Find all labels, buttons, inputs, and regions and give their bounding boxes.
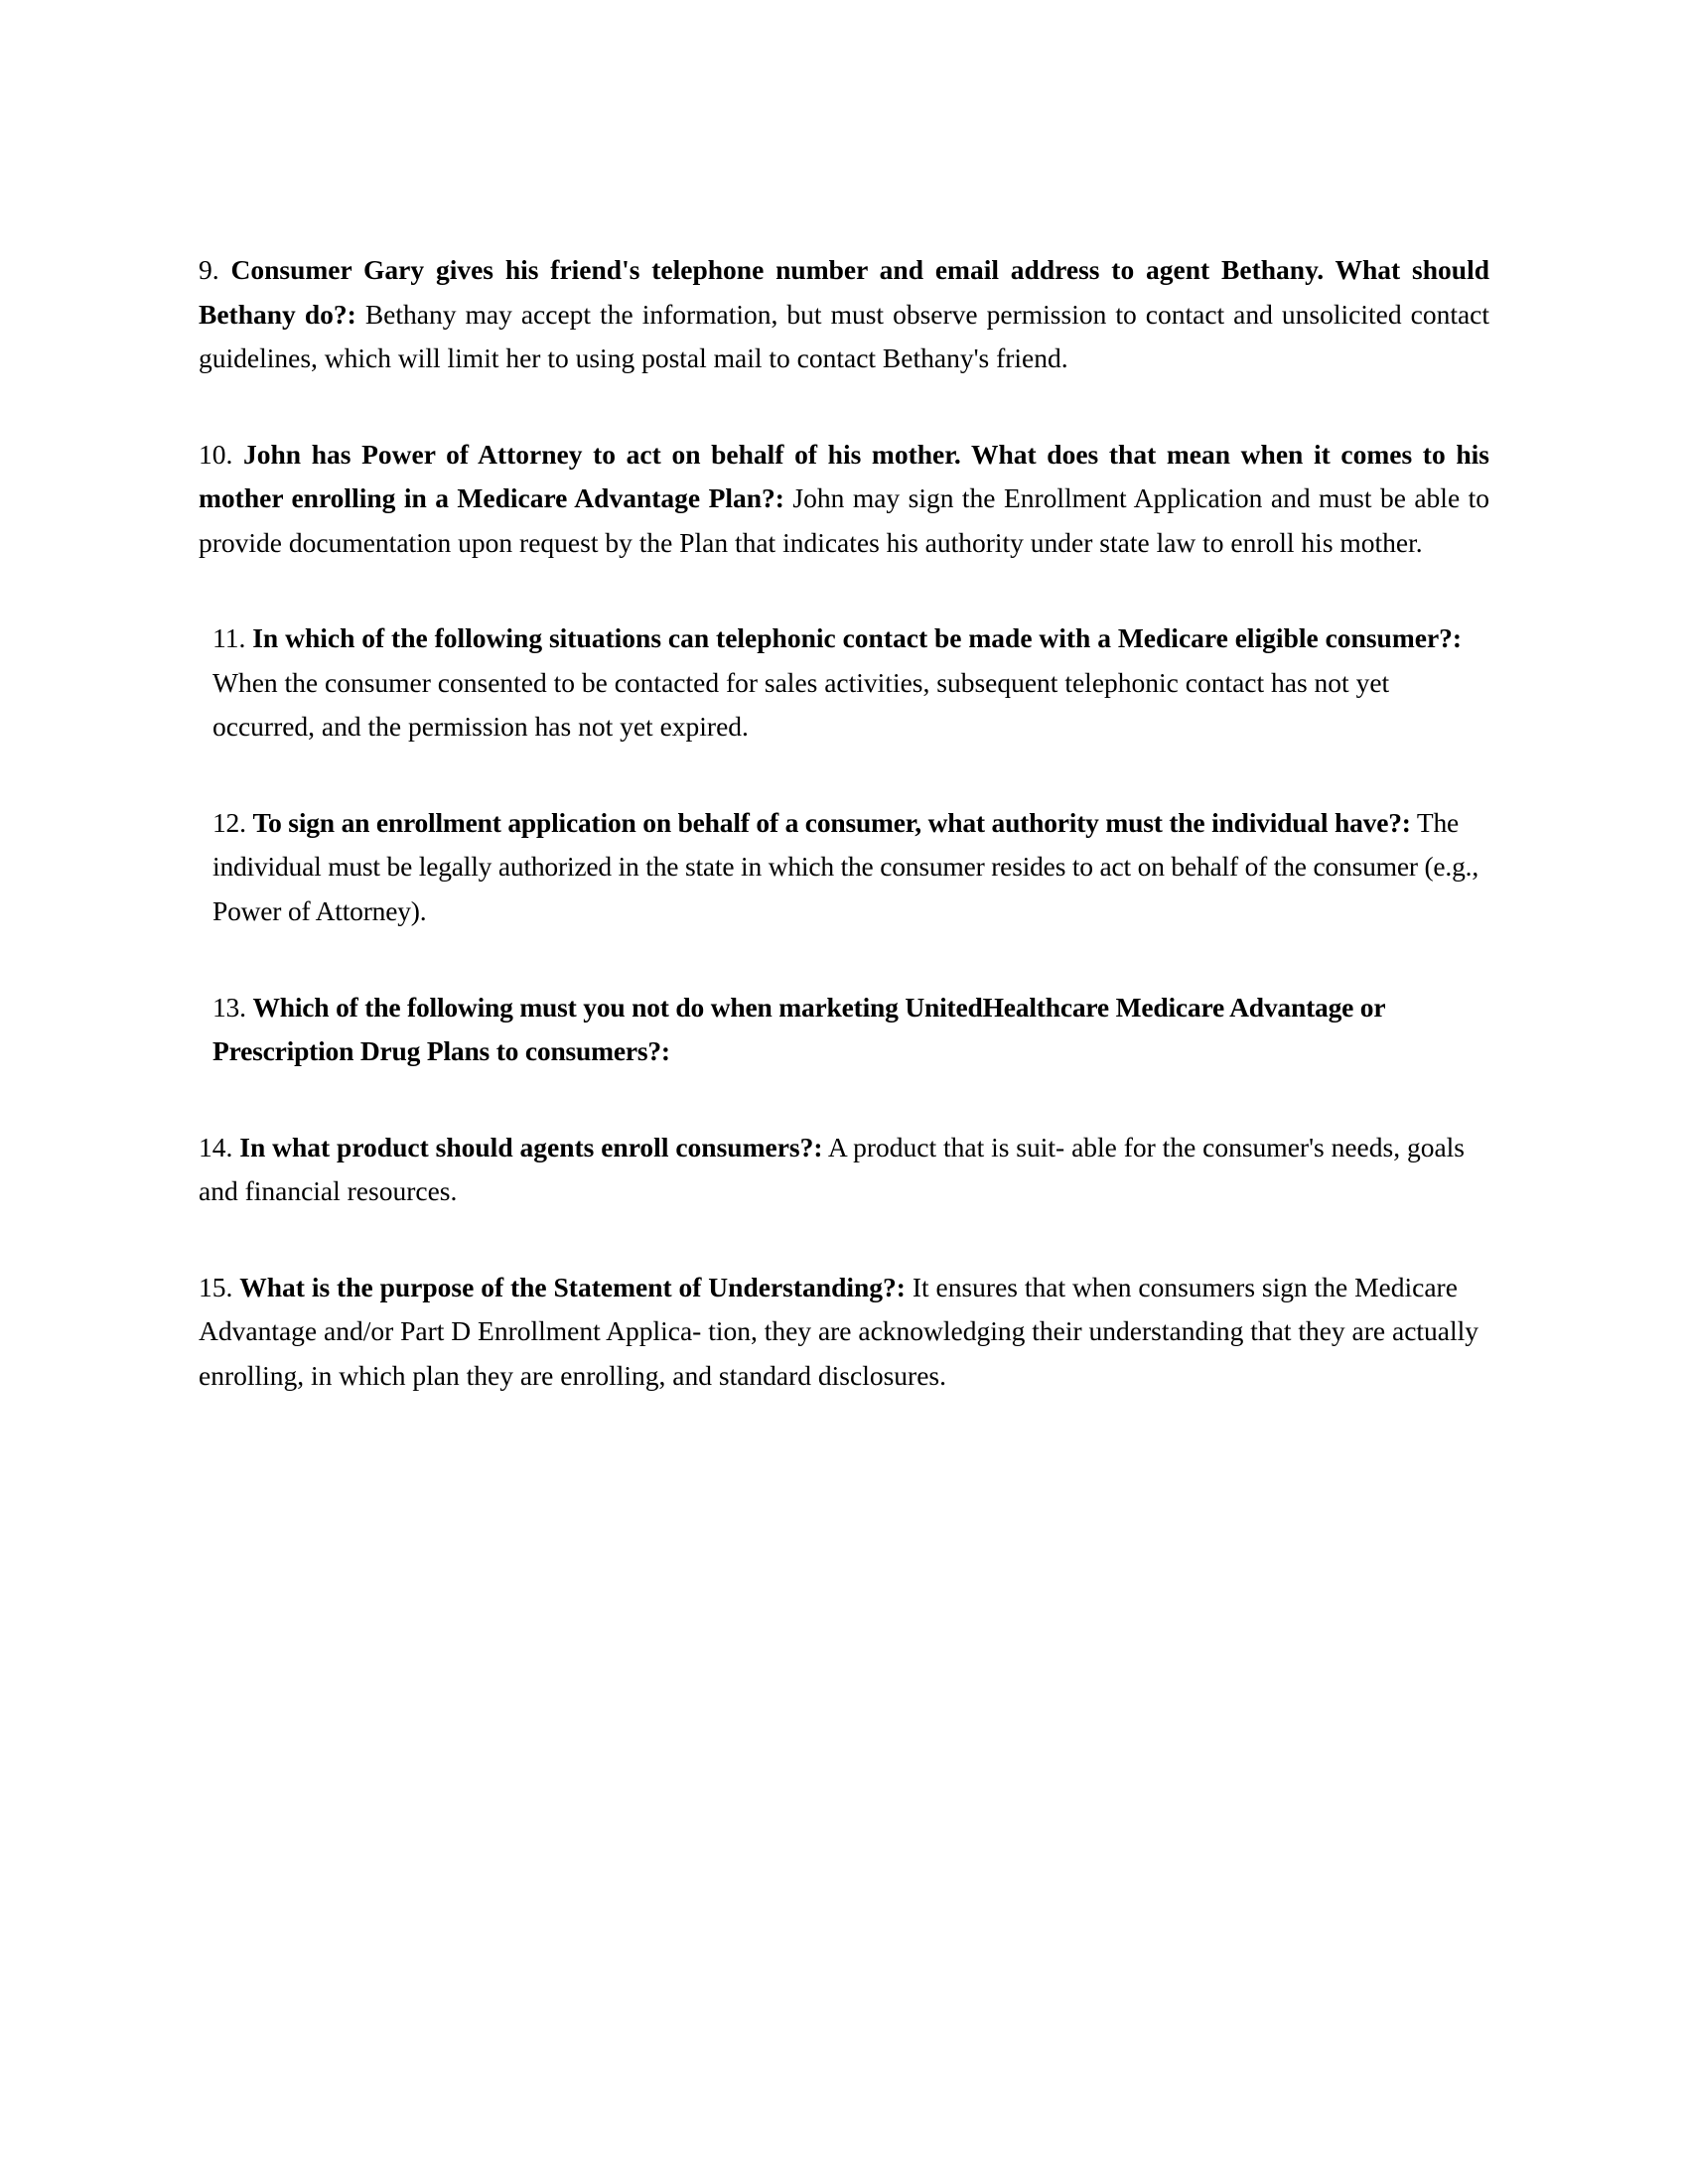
qa-number: 9. — [199, 254, 219, 285]
qa-item-10 — [199, 433, 1489, 566]
qa-question: To sign an enrollment application on behalf of a consumer, what authority must the individual have?: — [252, 806, 1411, 838]
qa-item-13 — [199, 986, 1489, 1074]
qa-question: John has Power of Attorney to act on behalf of his mother. What does that mean when it comes to his mother enrolling in a Medicare Advantage Plan?: — [199, 438, 1489, 514]
qa-answer: It ensures that when consumers sign the Medicare Advantage and/or Part D Enrollment Applica- tion, they are acknowledging their understanding that they are actually enrolling, in which plan they are enrolling, and standard disclosures. — [199, 1271, 1479, 1391]
qa-answer: A product that is suit- able for the consumer's needs, goals and financial resources. — [199, 1131, 1466, 1207]
qa-item-15 — [199, 1266, 1489, 1399]
qa-answer: When the consumer consented to be contacted for sales activities, subsequent telephonic contact has not yet occurred, and the permission has not yet expired. — [212, 666, 1390, 743]
qa-number: 13. — [212, 991, 246, 1023]
qa-number: 10. — [199, 438, 233, 470]
qa-number: 15. — [199, 1271, 233, 1302]
qa-number: 12. — [212, 806, 246, 838]
qa-answer: Bethany may accept the information, but must observe permission to contact and unsolicited contact guidelines, which will limit her to using postal mail to contact Bethany's friend. — [199, 298, 1490, 374]
qa-question: In what product should agents enroll consumers?: — [239, 1131, 823, 1162]
qa-item-14 — [199, 1126, 1489, 1214]
qa-answer: The individual must be legally authorized in the state in which the consumer resides to act on behalf of the consumer (e.g., Power of Attorney). — [212, 806, 1478, 927]
qa-item-11 — [199, 616, 1489, 750]
qa-question: In which of the following situations can telephonic contact be made with a Medicare eligible consumer?: — [252, 622, 1463, 654]
qa-answer: John may sign the Enrollment Application and must be able to provide documentation upon request by the Plan that indicates his authority under state law to enroll his mother. — [199, 482, 1489, 558]
qa-number: 11. — [212, 622, 246, 654]
qa-number: 14. — [199, 1131, 233, 1162]
qa-item-9 — [199, 248, 1489, 381]
qa-question: Consumer Gary gives his friend's telephone number and email address to agent Bethany. What should Bethany do?: — [199, 254, 1490, 330]
qa-question: What is the purpose of the Statement of Understanding?: — [239, 1271, 906, 1302]
qa-item-12 — [199, 801, 1489, 934]
qa-question: Which of the following must you not do when marketing UnitedHealthcare Medicare Advantage or Prescription Drug Plans to consumers?: — [212, 991, 1385, 1067]
